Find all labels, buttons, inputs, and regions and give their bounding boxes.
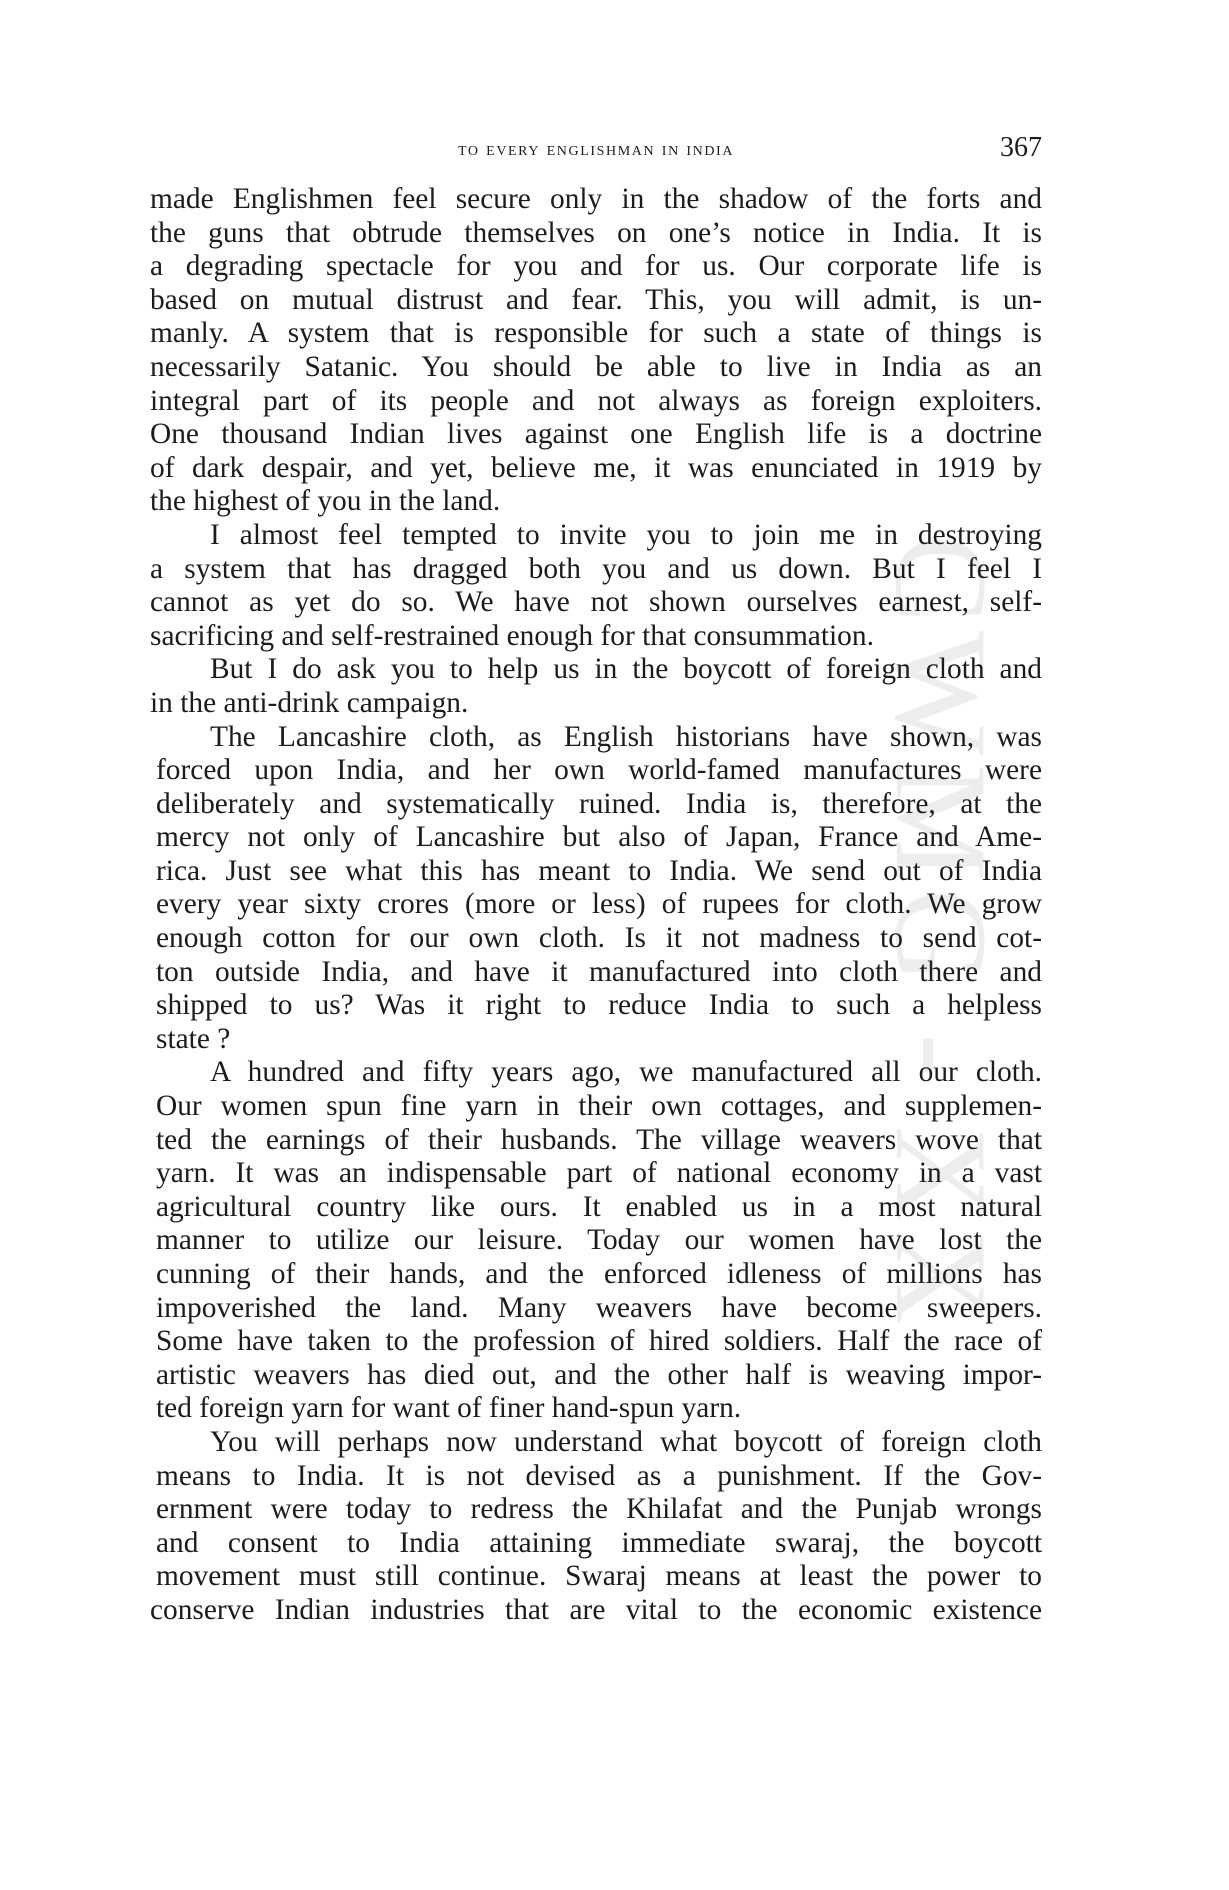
text-line: The Lancashire cloth, as English historians have shown, was <box>210 720 1042 753</box>
text-line: impoverished the land. Many weavers have become sweepers. <box>156 1291 1042 1324</box>
text-line: ton outside India, and have it manufactured into cloth there and <box>156 955 1042 988</box>
text-line: yarn. It was an indispensable part of national economy in a vast <box>156 1157 1042 1190</box>
text-line: every year sixty crores (more or less) of rupees for cloth. We grow <box>156 888 1042 921</box>
text-line: agricultural country like ours. It enabled us in a most natural <box>156 1190 1042 1223</box>
text-line: sacrificing and self-restrained enough for that consummation. <box>150 619 874 652</box>
running-head <box>150 128 1042 168</box>
body-text <box>150 183 1042 1628</box>
text-line: a system that has dragged both you and us down. But I feel I <box>150 552 1042 585</box>
paragraph-3 <box>150 653 1042 720</box>
paragraph-5 <box>150 1056 1042 1426</box>
text-line: means to India. It is not devised as a punishment. If the Gov- <box>156 1459 1042 1492</box>
text-line: the guns that obtrude themselves on one’s notice in India. It is <box>150 216 1042 249</box>
text-line: ted foreign yarn for want of finer hand-spun yarn. <box>156 1392 742 1425</box>
running-title: to every englishman in india <box>457 138 735 160</box>
text-line: I almost feel tempted to invite you to join me in destroying <box>210 518 1042 551</box>
text-line: deliberately and systematically ruined. India is, therefore, at the <box>156 787 1042 820</box>
paragraph-6 <box>150 1426 1042 1628</box>
text-line: forced upon India, and her own world-famed manufactures were <box>156 754 1042 787</box>
text-line: cunning of their hands, and the enforced idleness of millions has <box>156 1258 1042 1290</box>
text-line: and consent to India attaining immediate swaraj, the boycott <box>156 1526 1042 1559</box>
text-line: cannot as yet do so. We have not shown ourselves earnest, self- <box>150 586 1042 619</box>
text-line: the highest of you in the land. <box>150 485 501 518</box>
text-line: A hundred and fifty years ago, we manufactured all our cloth. <box>210 1056 1042 1089</box>
text-line: mercy not only of Lancashire but also of Japan, France and Ame- <box>156 821 1042 854</box>
text-line: manly. A system that is responsible for such a state of things is <box>150 317 1042 350</box>
text-line: a degrading spectacle for you and for us. Our corporate life is <box>150 250 1042 283</box>
paragraph-4 <box>150 721 1042 1057</box>
text-line: enough cotton for our own cloth. Is it not madness to send cot- <box>156 922 1042 955</box>
text-line: One thousand Indian lives against one English life is a doctrine <box>150 418 1042 451</box>
watermark: CWMG - XX <box>868 535 1015 1333</box>
text-line: made Englishmen feel secure only in the shadow of the forts and <box>150 183 1042 215</box>
text-line: shipped to us? Was it right to reduce India to such a helpless <box>156 989 1042 1022</box>
text-line: But I do ask you to help us in the boycott of foreign cloth and <box>210 653 1042 686</box>
text-line: integral part of its people and not always as foreign exploiters. <box>150 384 1042 417</box>
paragraph-1 <box>150 183 1042 519</box>
text-line: based on mutual distrust and fear. This, you will admit, is un- <box>150 283 1042 316</box>
text-line: of dark despair, and yet, believe me, it was enunciated in 1919 by <box>150 451 1042 484</box>
text-line: conserve Indian industries that are vital to the economic existence <box>150 1593 1042 1626</box>
text-line: ernment were today to redress the Khilafat and the Punjab wrongs <box>156 1493 1042 1526</box>
text-line: Some have taken to the profession of hired soldiers. Half the race of <box>156 1325 1042 1358</box>
text-line: Our women spun fine yarn in their own cottages, and supplemen- <box>156 1090 1042 1123</box>
page-number: 367 <box>1000 132 1042 163</box>
text-line: artistic weavers has died out, and the other half is weaving impor- <box>156 1358 1042 1391</box>
text-line: movement must still continue. Swaraj means at least the power to <box>156 1560 1042 1593</box>
text-line: You will perhaps now understand what boycott of foreign cloth <box>210 1425 1042 1458</box>
text-line: ted the earnings of their husbands. The village weavers wove that <box>156 1123 1042 1156</box>
text-line: necessarily Satanic. You should be able to live in India as an <box>150 350 1042 383</box>
text-line: in the anti-drink campaign. <box>150 686 469 719</box>
text-line: rica. Just see what this has meant to India. We send out of India <box>156 854 1042 887</box>
text-line: manner to utilize our leisure. Today our women have lost the <box>156 1224 1042 1257</box>
text-line: state ? <box>156 1022 231 1055</box>
paragraph-2 <box>150 519 1042 653</box>
